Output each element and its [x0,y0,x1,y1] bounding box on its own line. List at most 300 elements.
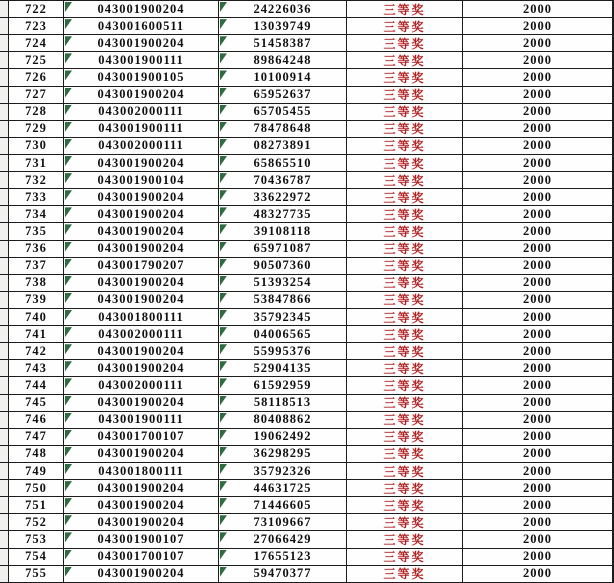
amount-cell[interactable] [463,275,613,292]
ticket-number-cell[interactable] [219,189,347,206]
amount-cell[interactable] [463,377,613,394]
ticket-number-cell[interactable] [219,206,347,223]
row-number-cell[interactable] [9,463,64,480]
ticket-number-text: 65705455 [253,104,312,119]
row-number-cell[interactable] [9,223,64,240]
row-number-cell[interactable] [9,275,64,292]
row-left-margin-cell [0,258,9,275]
row-number-text: 755 [25,566,47,581]
row-number-cell[interactable] [9,549,64,566]
row-left-margin-cell [0,309,9,326]
row-left-margin-cell [0,412,9,429]
prize-cell[interactable] [347,1,463,18]
error-triangle-icon [220,122,227,132]
ticket-number-cell[interactable] [219,35,347,52]
row-number-cell[interactable] [9,35,64,52]
prize-cell[interactable] [347,480,463,497]
code-cell[interactable] [64,258,219,275]
prize-cell[interactable] [347,121,463,138]
prize-text: 三等奖 [383,259,426,274]
ticket-number-cell[interactable] [219,463,347,480]
ticket-number-cell[interactable] [219,104,347,121]
amount-text: 2000 [523,549,552,564]
ticket-number-cell[interactable] [219,223,347,240]
ticket-number-cell[interactable] [219,275,347,292]
row-number-text: 729 [25,121,47,136]
row-left-margin-cell [0,87,9,104]
prize-text: 三等奖 [383,105,426,120]
code-cell[interactable] [64,189,219,206]
amount-cell[interactable] [463,497,613,514]
ticket-number-cell[interactable] [219,155,347,172]
prize-cell[interactable] [347,395,463,412]
code-text: 043001900204 [97,241,185,256]
ticket-number-cell[interactable] [219,138,347,155]
code-text: 043002000111 [98,326,184,341]
amount-text: 2000 [523,155,552,170]
ticket-number-cell[interactable] [219,172,347,189]
code-text: 043001900111 [98,52,184,67]
row-number-text: 748 [25,446,47,461]
row-left-margin-cell [0,241,9,258]
amount-cell[interactable] [463,549,613,566]
code-text: 043001900107 [97,531,185,546]
code-cell[interactable] [64,87,219,104]
row-number-cell[interactable] [9,395,64,412]
prize-cell[interactable] [347,258,463,275]
row-number-cell[interactable] [9,377,64,394]
code-cell[interactable] [64,18,219,35]
row-number-cell[interactable] [9,326,64,343]
code-cell[interactable] [64,1,219,18]
row-number-text: 736 [25,241,47,256]
code-text: 043001900204 [97,189,185,204]
row-number-cell[interactable] [9,52,64,69]
error-triangle-icon [220,207,227,217]
prize-cell[interactable] [347,292,463,309]
prize-cell[interactable] [347,155,463,172]
error-triangle-icon [65,430,72,440]
row-number-cell[interactable] [9,155,64,172]
row-number-cell[interactable] [9,446,64,463]
amount-cell[interactable] [463,360,613,377]
code-cell[interactable] [64,223,219,240]
row-number-cell[interactable] [9,206,64,223]
row-number-text: 737 [25,258,47,273]
amount-cell[interactable] [463,138,613,155]
ticket-number-text: 61592959 [253,377,312,392]
amount-cell[interactable] [463,172,613,189]
ticket-number-cell[interactable] [219,326,347,343]
code-text: 043002000111 [98,104,184,119]
ticket-number-cell[interactable] [219,360,347,377]
amount-text: 2000 [523,52,552,67]
prize-text: 三等奖 [383,413,426,428]
prize-cell[interactable] [347,206,463,223]
error-triangle-icon [65,464,72,474]
prize-cell[interactable] [347,52,463,69]
prize-text: 三等奖 [383,361,426,376]
row-number-text: 741 [25,326,47,341]
code-cell[interactable] [64,531,219,548]
amount-text: 2000 [523,241,552,256]
row-left-margin-cell [0,172,9,189]
row-number-cell[interactable] [9,258,64,275]
amount-cell[interactable] [463,189,613,206]
prize-cell[interactable] [347,189,463,206]
ticket-number-cell[interactable] [219,87,347,104]
ticket-number-text: 59470377 [253,566,312,581]
ticket-number-text: 13039749 [253,18,312,33]
prize-text: 三等奖 [383,327,426,342]
row-number-text: 750 [25,480,47,495]
amount-text: 2000 [523,1,552,16]
prize-cell[interactable] [347,104,463,121]
code-text: 043001700107 [97,549,185,564]
code-text: 043001900204 [97,514,185,529]
amount-cell[interactable] [463,121,613,138]
row-left-margin-cell [0,206,9,223]
row-left-margin-cell [0,429,9,446]
code-cell[interactable] [64,241,219,258]
amount-cell[interactable] [463,412,613,429]
row-number-text: 742 [25,343,47,358]
code-cell[interactable] [64,326,219,343]
amount-text: 2000 [523,395,552,410]
row-number-cell[interactable] [9,343,64,360]
error-triangle-icon [220,36,227,46]
code-cell[interactable] [64,429,219,446]
code-text: 043001900204 [97,566,185,581]
ticket-number-cell[interactable] [219,1,347,18]
code-cell[interactable] [64,566,219,583]
error-triangle-icon [65,498,72,508]
ticket-number-text: 90507360 [253,258,312,273]
ticket-number-text: 89864248 [253,52,312,67]
amount-cell[interactable] [463,223,613,240]
ticket-number-text: 17655123 [253,549,312,564]
error-triangle-icon [65,550,72,560]
row-number-cell[interactable] [9,87,64,104]
amount-cell[interactable] [463,241,613,258]
error-triangle-icon [65,2,72,12]
amount-text: 2000 [523,480,552,495]
code-cell[interactable] [64,377,219,394]
amount-text: 2000 [523,172,552,187]
ticket-number-cell[interactable] [219,258,347,275]
amount-text: 2000 [523,326,552,341]
error-triangle-icon [65,88,72,98]
amount-text: 2000 [523,377,552,392]
row-number-text: 725 [25,52,47,67]
amount-cell[interactable] [463,446,613,463]
amount-text: 2000 [523,463,552,478]
prize-cell[interactable] [347,514,463,531]
amount-cell[interactable] [463,52,613,69]
code-cell[interactable] [64,35,219,52]
ticket-number-cell[interactable] [219,446,347,463]
prize-cell[interactable] [347,531,463,548]
amount-cell[interactable] [463,104,613,121]
ticket-number-cell[interactable] [219,18,347,35]
code-cell[interactable] [64,514,219,531]
amount-text: 2000 [523,309,552,324]
row-number-text: 749 [25,463,47,478]
amount-cell[interactable] [463,395,613,412]
prize-text: 三等奖 [383,498,426,513]
row-number-cell[interactable] [9,172,64,189]
row-number-text: 722 [25,1,47,16]
prize-cell[interactable] [347,35,463,52]
ticket-number-cell[interactable] [219,531,347,548]
ticket-number-cell[interactable] [219,412,347,429]
row-number-text: 743 [25,360,47,375]
amount-text: 2000 [523,258,552,273]
prize-cell[interactable] [347,138,463,155]
row-number-cell[interactable] [9,429,64,446]
prize-cell[interactable] [347,446,463,463]
ticket-number-cell[interactable] [219,480,347,497]
error-triangle-icon [65,532,72,542]
code-cell[interactable] [64,395,219,412]
row-number-text: 747 [25,429,47,444]
error-triangle-icon [220,88,227,98]
ticket-number-text: 24226036 [253,1,312,16]
row-number-text: 724 [25,35,47,50]
prize-cell[interactable] [347,309,463,326]
ticket-number-cell[interactable] [219,497,347,514]
ticket-number-text: 58118513 [253,395,312,410]
prize-cell[interactable] [347,412,463,429]
prize-cell[interactable] [347,343,463,360]
code-cell[interactable] [64,206,219,223]
ticket-number-cell[interactable] [219,343,347,360]
code-text: 043001900204 [97,343,185,358]
prize-text: 三等奖 [383,567,426,582]
ticket-number-cell[interactable] [219,69,347,86]
ticket-number-cell[interactable] [219,121,347,138]
prize-cell[interactable] [347,566,463,583]
row-number-text: 731 [25,155,47,170]
prize-text: 三等奖 [383,156,426,171]
row-left-margin-cell [0,497,9,514]
ticket-number-text: 52904135 [253,360,312,375]
error-triangle-icon [220,361,227,371]
error-triangle-icon [220,70,227,80]
amount-text: 2000 [523,206,552,221]
code-cell[interactable] [64,138,219,155]
error-triangle-icon [65,259,72,269]
row-number-cell[interactable] [9,69,64,86]
prize-cell[interactable] [347,18,463,35]
amount-cell[interactable] [463,35,613,52]
ticket-number-text: 39108118 [253,223,312,238]
row-number-cell[interactable] [9,480,64,497]
prize-cell[interactable] [347,429,463,446]
ticket-number-text: 48327735 [253,206,312,221]
amount-cell[interactable] [463,1,613,18]
prize-cell[interactable] [347,377,463,394]
prize-cell[interactable] [347,275,463,292]
error-triangle-icon [220,310,227,320]
prize-text: 三等奖 [383,378,426,393]
ticket-number-cell[interactable] [219,377,347,394]
code-cell[interactable] [64,69,219,86]
prize-text: 三等奖 [383,88,426,103]
row-number-cell[interactable] [9,104,64,121]
prize-cell[interactable] [347,241,463,258]
prize-cell[interactable] [347,69,463,86]
ticket-number-text: 51458387 [253,35,312,50]
code-cell[interactable] [64,292,219,309]
error-triangle-icon [220,447,227,457]
code-cell[interactable] [64,343,219,360]
amount-cell[interactable] [463,69,613,86]
code-cell[interactable] [64,549,219,566]
ticket-number-cell[interactable] [219,241,347,258]
prize-cell[interactable] [347,463,463,480]
amount-text: 2000 [523,412,552,427]
row-left-margin-cell [0,121,9,138]
prize-cell[interactable] [347,87,463,104]
error-triangle-icon [65,378,72,388]
row-number-cell[interactable] [9,18,64,35]
amount-cell[interactable] [463,463,613,480]
row-number-cell[interactable] [9,566,64,583]
row-number-cell[interactable] [9,1,64,18]
code-cell[interactable] [64,172,219,189]
amount-cell[interactable] [463,258,613,275]
error-triangle-icon [65,207,72,217]
ticket-number-text: 04006565 [253,326,312,341]
code-cell[interactable] [64,480,219,497]
amount-text: 2000 [523,446,552,461]
amount-cell[interactable] [463,155,613,172]
code-cell[interactable] [64,121,219,138]
code-text: 043001900204 [97,206,185,221]
code-text: 043001900204 [97,87,185,102]
row-number-text: 726 [25,69,47,84]
code-text: 043001900104 [97,172,185,187]
ticket-number-cell[interactable] [219,52,347,69]
prize-cell[interactable] [347,360,463,377]
amount-cell[interactable] [463,343,613,360]
amount-cell[interactable] [463,18,613,35]
code-text: 043001900204 [97,446,185,461]
row-left-margin-cell [0,326,9,343]
row-number-text: 727 [25,87,47,102]
code-text: 043001700107 [97,429,185,444]
row-number-cell[interactable] [9,309,64,326]
ticket-number-cell[interactable] [219,395,347,412]
row-left-margin-cell [0,275,9,292]
code-text: 043001600511 [97,18,185,33]
row-number-cell[interactable] [9,189,64,206]
prize-cell[interactable] [347,549,463,566]
row-number-text: 744 [25,377,47,392]
prize-text: 三等奖 [383,430,426,445]
ticket-number-text: 10100914 [253,69,312,84]
row-number-cell[interactable] [9,514,64,531]
code-cell[interactable] [64,412,219,429]
row-number-cell[interactable] [9,531,64,548]
row-number-text: 732 [25,172,47,187]
prize-cell[interactable] [347,326,463,343]
amount-text: 2000 [523,138,552,153]
code-text: 043001900105 [97,69,185,84]
amount-cell[interactable] [463,292,613,309]
ticket-number-cell[interactable] [219,549,347,566]
row-number-cell[interactable] [9,292,64,309]
ticket-number-cell[interactable] [219,566,347,583]
code-text: 043001800111 [98,309,184,324]
prize-cell[interactable] [347,172,463,189]
row-number-cell[interactable] [9,121,64,138]
amount-cell[interactable] [463,531,613,548]
row-number-cell[interactable] [9,138,64,155]
code-cell[interactable] [64,497,219,514]
error-triangle-icon [65,310,72,320]
code-cell[interactable] [64,309,219,326]
amount-cell[interactable] [463,87,613,104]
error-triangle-icon [220,105,227,115]
prize-text: 三等奖 [383,242,426,257]
row-left-margin-cell [0,395,9,412]
ticket-number-text: 65952637 [253,87,312,102]
error-triangle-icon [220,156,227,166]
error-triangle-icon [65,361,72,371]
prize-text: 三等奖 [383,190,426,205]
code-cell[interactable] [64,446,219,463]
prize-cell[interactable] [347,497,463,514]
ticket-number-text: 44631725 [253,480,312,495]
amount-cell[interactable] [463,566,613,583]
ticket-number-cell[interactable] [219,429,347,446]
amount-cell[interactable] [463,429,613,446]
row-number-cell[interactable] [9,412,64,429]
row-left-margin-cell [0,377,9,394]
row-number-cell[interactable] [9,360,64,377]
amount-cell[interactable] [463,514,613,531]
row-number-text: 754 [25,549,47,564]
code-text: 043001900204 [97,360,185,375]
error-triangle-icon [65,190,72,200]
row-number-cell[interactable] [9,497,64,514]
code-cell[interactable] [64,155,219,172]
code-cell[interactable] [64,463,219,480]
amount-cell[interactable] [463,206,613,223]
amount-cell[interactable] [463,480,613,497]
row-left-margin-cell [0,292,9,309]
code-cell[interactable] [64,52,219,69]
amount-cell[interactable] [463,309,613,326]
code-cell[interactable] [64,360,219,377]
amount-text: 2000 [523,514,552,529]
prize-cell[interactable] [347,223,463,240]
code-cell[interactable] [64,275,219,292]
ticket-number-text: 73109667 [253,514,312,529]
amount-cell[interactable] [463,326,613,343]
ticket-number-cell[interactable] [219,309,347,326]
code-cell[interactable] [64,104,219,121]
code-text: 043001900204 [97,223,185,238]
error-triangle-icon [220,327,227,337]
ticket-number-cell[interactable] [219,514,347,531]
ticket-number-cell[interactable] [219,292,347,309]
row-number-cell[interactable] [9,241,64,258]
prize-text: 三等奖 [383,344,426,359]
error-triangle-icon [65,19,72,29]
